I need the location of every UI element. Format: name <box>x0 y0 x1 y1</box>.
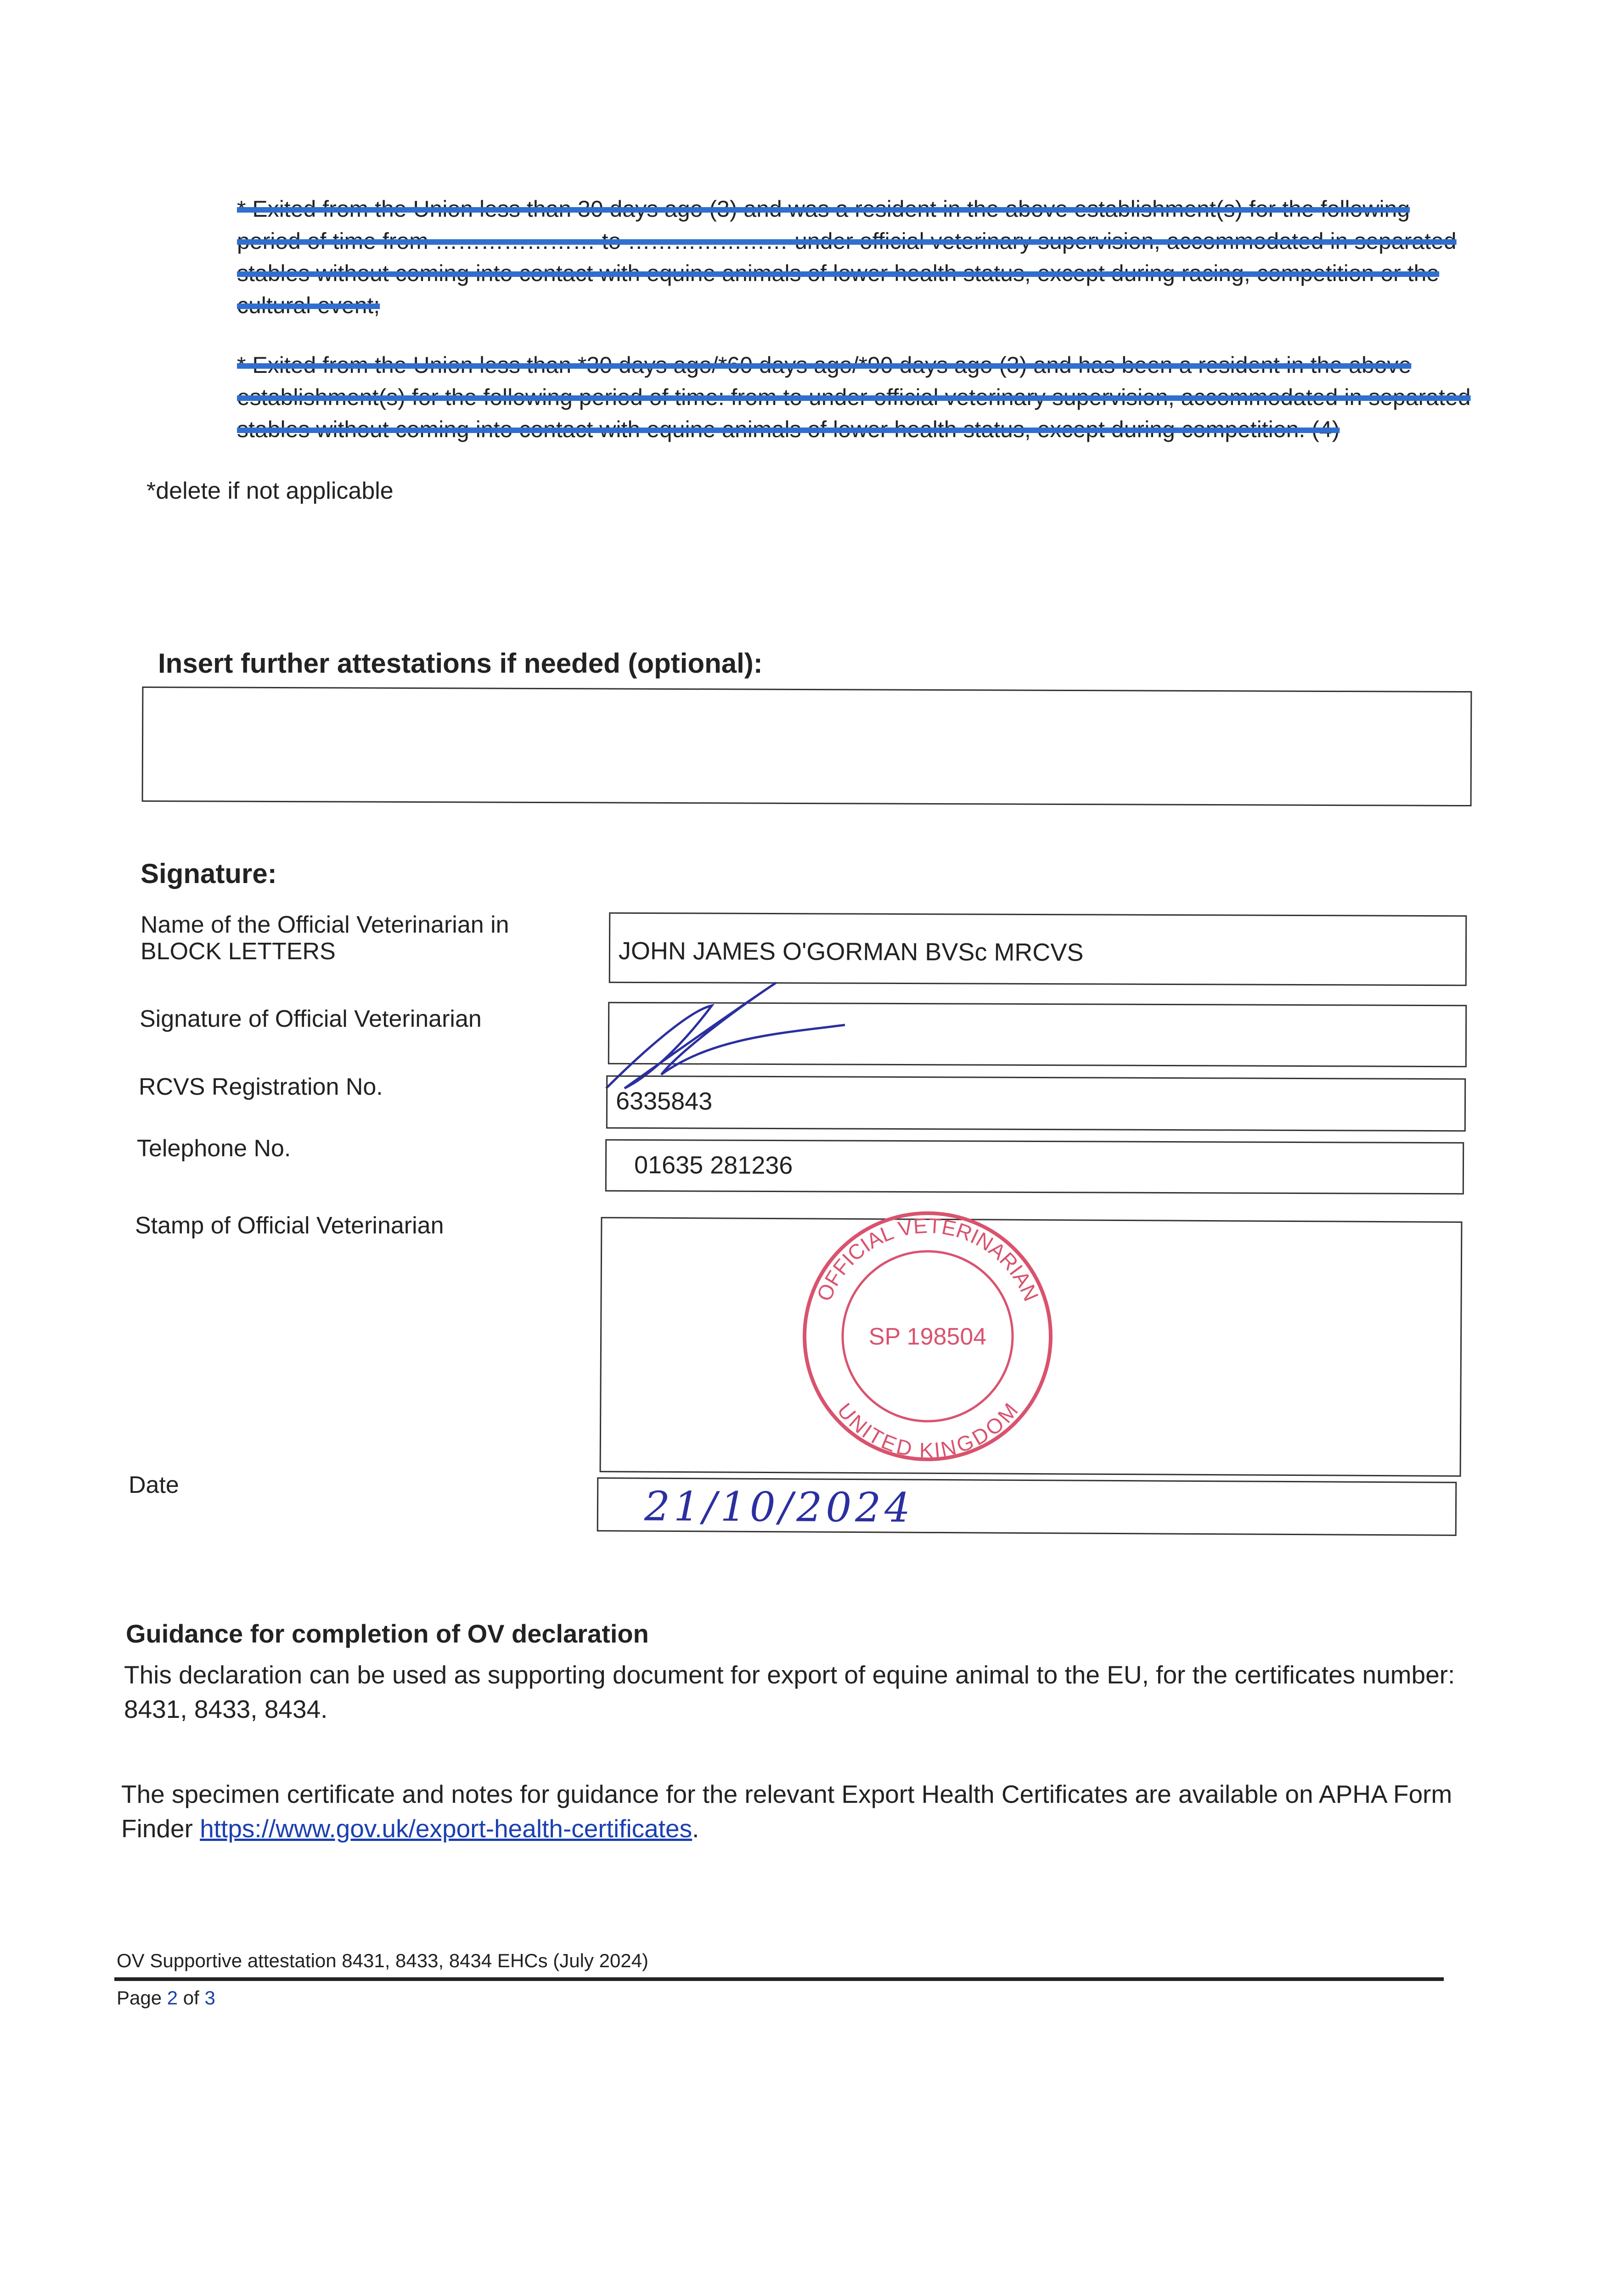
signature-heading: Signature: <box>141 858 277 889</box>
official-veterinarian-stamp <box>799 1208 1056 1465</box>
rcvs-field[interactable]: 6335843 <box>606 1075 1466 1132</box>
guidance-para-1: This declaration can be used as supporting document for export of equine animal to the EU, for the certificates number: 8431, 8433, 8434. <box>124 1660 1455 1723</box>
delete-note: *delete if not applicable <box>146 478 394 504</box>
stamp-label: Stamp of Official Veterinarian <box>135 1212 444 1239</box>
name-label: Name of the Official Veterinarian in BLOCK LETTERS <box>141 912 509 965</box>
svg-text:UNITED KINGDOM <box>833 1398 1023 1462</box>
date-label: Date <box>129 1472 179 1498</box>
struck-paragraph-1: * Exited from the Union less than 30 days ago (3) and was a resident in the above establishment(s) for the following period of time from ………………… to ………………… under official veterinary supervision, accommodated in separated stables without coming into contact with equine animals of lower health status, except during racing, competition or the cultural event; <box>237 196 1457 318</box>
telephone-label: Telephone No. <box>137 1135 291 1162</box>
date-field[interactable]: 21/10/2024 <box>597 1477 1457 1536</box>
stamp-top-text: OFFICIAL VETERINARIAN <box>811 1213 1044 1305</box>
further-attestations-heading: Insert further attestations if needed (optional): <box>158 648 763 679</box>
signature-label: Signature of Official Veterinarian <box>140 1006 482 1032</box>
guidance-para-2: The specimen certificate and notes for guidance for the relevant Export Health Certificates are available on APHA Form Finder https://www.gov.uk/export-health-certificates. <box>121 1780 1452 1843</box>
stamp-center-text: SP 198504 <box>868 1323 987 1350</box>
footer-divider <box>114 1977 1444 1981</box>
svg-text:OFFICIAL VETERINARIAN <box>812 1214 1043 1305</box>
stamp-bottom-text: UNITED KINGDOM <box>833 1398 1023 1462</box>
further-attestations-box[interactable] <box>142 687 1472 806</box>
export-health-certificates-link[interactable]: https://www.gov.uk/export-health-certificates <box>200 1814 692 1843</box>
rcvs-label: RCVS Registration No. <box>139 1074 383 1100</box>
name-field[interactable]: JOHN JAMES O'GORMAN BVSc MRCVS <box>609 912 1467 986</box>
struck-section <box>146 193 1472 504</box>
page-number: Page 2 of 3 <box>117 1987 215 2009</box>
footer-title: OV Supportive attestation 8431, 8433, 8434 EHCs (July 2024) <box>117 1950 649 1971</box>
guidance-heading: Guidance for completion of OV declaration <box>126 1619 649 1648</box>
struck-paragraph-2: * Exited from the Union less than *30 days ago/*60 days ago/*90 days ago (3) and has been a resident in the above establishment(s) for the following period of time: from to under official veterinary supervision, accommodated in separated stables without coming into contact with equine animals of lower health status, except during competition. (4) <box>237 352 1471 442</box>
telephone-field[interactable]: 01635 281236 <box>605 1139 1464 1195</box>
